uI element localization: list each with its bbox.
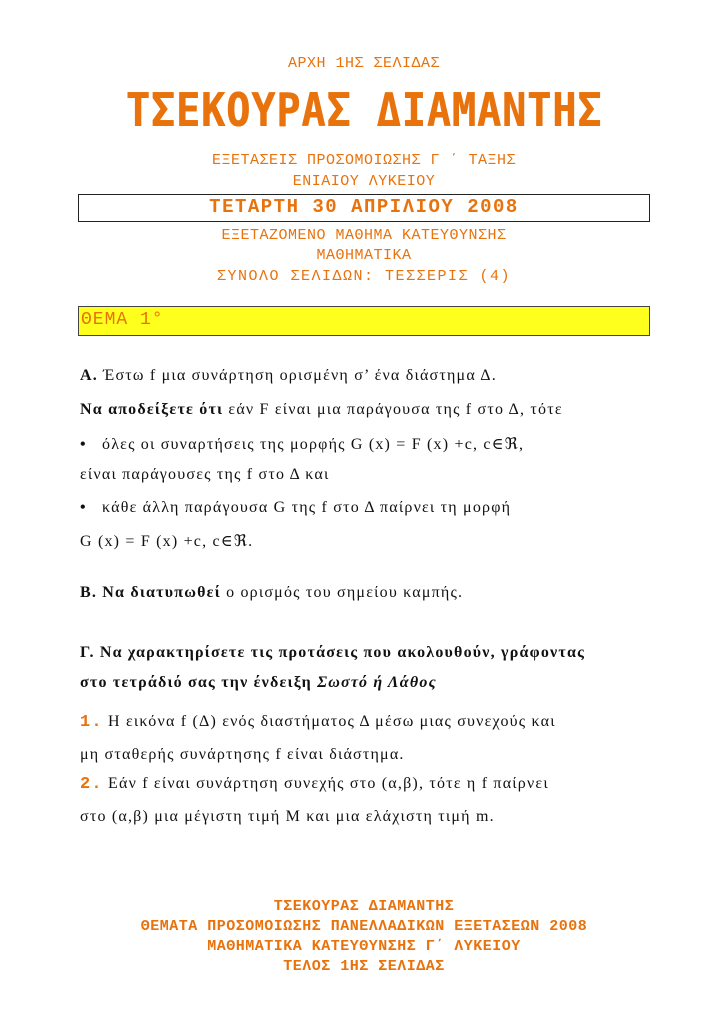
page-count: ΣΥΝΟΛΟ ΣΕΛΙΔΩΝ: ΤΕΣΣΕΡΙΣ (4)	[216, 268, 512, 285]
statement-1-line1	[80, 713, 556, 732]
section-b-line	[80, 584, 463, 602]
statement-2-line2: στο (α,β) μια μέγιστη τιμή Μ και μια ελάχιστη τιμή m.	[80, 808, 495, 825]
page-end-footer: ΤΕΛΟΣ 1ΗΣ ΣΕΛΙΔΑΣ	[283, 958, 445, 975]
section-a-bullet2	[80, 499, 511, 517]
section-a-line1	[80, 367, 497, 385]
section-a-line2	[80, 401, 563, 419]
section-c-line1: Γ. Να χαρακτηρίσετε τις προτάσεις που ακολουθούν, γράφοντας	[80, 644, 586, 661]
statement-text: Εάν f είναι συνάρτηση συνεχής στο (α,β), τότε η f παίρνει	[108, 775, 549, 792]
subject-name: ΜΑΘΗΜΑΤΙΚΑ	[316, 247, 412, 264]
section-b-instruction: Να διατυπωθεί	[102, 584, 221, 601]
section-a-label: Α.	[80, 367, 98, 384]
page-start-header: ΑΡΧΗ 1ΗΣ ΣΕΛΙΔΑΣ	[287, 55, 441, 72]
statement-number: 2.	[80, 775, 103, 794]
bullet-icon: •	[80, 436, 87, 453]
section-a-text: Έστω f μια συνάρτηση ορισμένη σ’ ένα διάστημα Δ.	[103, 367, 497, 384]
statement-1-line2: μη σταθερής συνάρτησης f είναι διάστημα.	[80, 746, 405, 763]
section-a-instruction: Να αποδείξετε ότι	[80, 401, 224, 418]
exam-subtitle: ΕΞΕΤΑΣΕΙΣ ΠΡΟΣΟΜΟΙΩΣΗΣ Γ ΄ ΤΑΞΗΣ	[211, 152, 517, 169]
statement-text: Η εικόνα f (Δ) ενός διαστήματος Δ μέσω μιας συνεχούς και	[108, 713, 556, 730]
section-c-instruction: στο τετράδιό σας την ένδειξη	[80, 674, 312, 691]
bullet2-text: κάθε άλλη παράγουσα G της f στο Δ παίρνει τη μορφή	[102, 499, 512, 516]
bullet-icon: •	[80, 499, 87, 516]
footer-author: ΤΣΕΚΟΥΡΑΣ ΔΙΑΜΑΝΤΗΣ	[273, 898, 455, 915]
section-a-bullet1	[80, 434, 524, 454]
theme-banner	[78, 306, 650, 336]
section-a-line2-text: εάν F είναι μια παράγουσα της f στο Δ, τότε	[228, 401, 563, 418]
footer-subject: ΜΑΘΗΜΑΤΙΚΑ ΚΑΤΕΥΘΥΝΣΗΣ Γ΄ ΛΥΚΕΙΟΥ	[207, 938, 521, 955]
exam-date: ΤΕΤΑΡΤΗ 30 ΑΠΡΙΛΙΟΥ 2008	[209, 196, 519, 218]
section-b-text: ο ορισμός του σημείου καμπής.	[226, 584, 464, 601]
section-c-answer-hint: Σωστό ή Λάθος	[317, 674, 437, 691]
statement-2-line1	[80, 775, 549, 794]
statement-number: 1.	[80, 713, 103, 732]
theme-label: ΘΕΜΑ 1°	[81, 310, 164, 330]
section-a-bullet2-cont: G (x) = F (x) +c, c∈ℜ.	[80, 533, 254, 550]
subject-line: ΕΞΕΤΑΖΟΜΕΝΟ ΜΑΘΗΜΑ ΚΑΤΕΥΘΥΝΣΗΣ	[221, 227, 507, 244]
bullet1-text: όλες οι συναρτήσεις της μορφής G (x) = F (x) +c, c∈ℜ,	[102, 436, 525, 453]
school-subtitle: ΕΝΙΑΙΟΥ ΛΥΚΕΙΟΥ	[292, 173, 436, 190]
author-title: ΤΣΕΚΟΥΡΑΣ ΔΙΑΜΑΝΤΗΣ	[125, 84, 603, 138]
footer-exam-title: ΘΕΜΑΤΑ ΠΡΟΣΟΜΟΙΩΣΗΣ ΠΑΝΕΛΛΑΔΙΚΩΝ ΕΞΕΤΑΣΕΩΝ 2008	[140, 918, 588, 935]
section-a-bullet1-cont: είναι παράγουσες της f στο Δ και	[80, 466, 330, 483]
section-b-label: Β.	[80, 584, 98, 601]
section-c-line2	[80, 674, 437, 692]
